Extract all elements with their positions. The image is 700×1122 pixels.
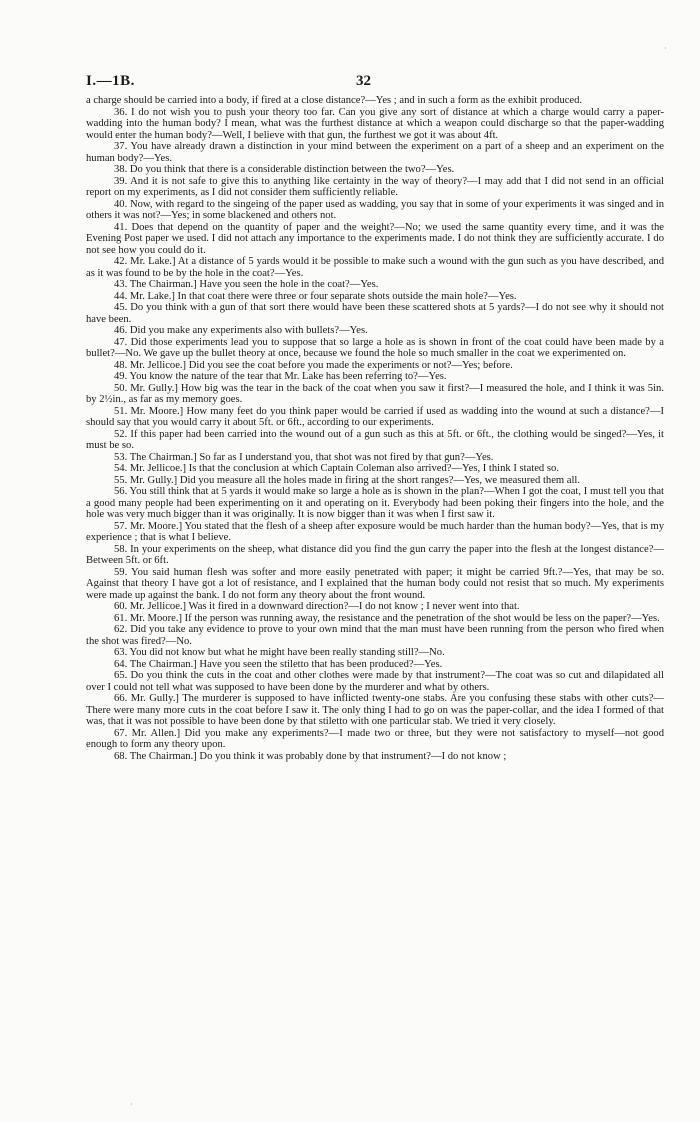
paragraph-q57: 57. Mr. Moore.] You stated that the flesh of a sheep after exposure would be much harder than the human body?—Yes, that is my experience ; that is what I believe. bbox=[86, 520, 664, 543]
bottom-speck: · bbox=[130, 1100, 133, 1109]
paragraph-q66: 66. Mr. Gully.] The murderer is supposed to have inflicted twenty-one stabs. Are you confusing these stabs with other cuts?—There were many more cuts in the coat before I saw it. The only thing I had to go on was the paper-collar, and the idea I formed of that was, that it was not possible to have been done by that stiletto with one particular stab. We tried it very closely. bbox=[86, 693, 664, 727]
paragraph-q58: 58. In your experiments on the sheep, what distance did you find the gun carry the paper into the flesh at the longest distance?—Between 5ft. or 6ft. bbox=[86, 543, 664, 566]
margin-speck: · bbox=[664, 44, 667, 53]
document-body bbox=[86, 95, 664, 762]
paragraph-q41: 41. Does that depend on the quantity of paper and the weight?—No; we used the same quantity every time, and it was the Evening Post paper we used. I did not attach any importance to the experiments made. I do not think they are sufficiently accurate. I do not see how you could do it. bbox=[86, 221, 664, 256]
paragraph-q38: 38. Do you think that there is a considerable distinction between the two?—Yes. bbox=[114, 164, 455, 175]
paragraph-q64: 64. The Chairman.] Have you seen the stiletto that has been produced?—Yes. bbox=[114, 658, 443, 670]
paragraph-q50: 50. Mr. Gully.] How big was the tear in the back of the coat when you saw it first?—I measured the hole, and I think it was 5in. by 2½in., as far as my memory goes. bbox=[86, 382, 664, 405]
paragraph-q60: 60. Mr. Jellicoe.] Was it fired in a downward direction?—I do not know ; I never went into that. bbox=[114, 601, 520, 612]
paragraph-q61: 61. Mr. Moore.] If the person was running away, the resistance and the penetration of the shot would be less on the paper?—Yes. bbox=[114, 612, 660, 624]
document-page bbox=[86, 73, 664, 762]
paragraph-q51: 51. Mr. Moore.] How many feet do you think paper would be carried if used as wadding into the wound at such a distance?—I should say that you would carry it about 5ft. or 6ft., according to our experiments. bbox=[86, 405, 664, 428]
paragraph-q52: 52. If this paper had been carried into the wound out of a gun such as this at 5ft. or 6ft., the clothing would be singed?—Yes, it must be so. bbox=[86, 428, 664, 451]
paragraph-continued: a charge should be carried into a body, if fired at a close distance?—Yes ; and in such a form as the exhibit produced. bbox=[86, 95, 583, 106]
paragraph-q40: 40. Now, with regard to the singeing of the paper used as wadding, you say that in some of your experiments it was singed and in others it was not?—Yes; in some blackened and others not. bbox=[86, 198, 664, 221]
paragraph-q49: 49. You know the nature of the tear that Mr. Lake has been referring to?—Yes. bbox=[114, 371, 447, 382]
paragraph-q63: 63. You did not know but what he might have been really standing still?—No. bbox=[114, 647, 445, 658]
paragraph-q43: 43. The Chairman.] Have you seen the hole in the coat?—Yes. bbox=[114, 279, 379, 290]
paragraph-q39: 39. And it is not safe to give this to anything like certainty in the way of theory?—I may add that I did not send in an official report on my experiments, as I did not consider them sufficiently reliable. bbox=[86, 175, 664, 198]
paragraph-q47: 47. Did those experiments lead you to suppose that so large a hole as is shown in front of the coat could have been made by a bullet?—No. We gave up the bullet theory at once, because we found the hole so much smaller in the coat we experimented on. bbox=[86, 336, 664, 359]
paragraph-q55: 55. Mr. Gully.] Did you measure all the holes made in firing at the short ranges?—Yes, we measured them all. bbox=[114, 474, 581, 486]
paragraph-q36: 36. I do not wish you to push your theory too far. Can you give any sort of distance at which a charge would carry a paper-wadding into the human body? I mean, what was the furthest distance at which a weapon could discharge so that the paper-wadding would enter the human body?—Well, I believe with that gun, the furthest we got it was about 4ft. bbox=[86, 106, 664, 141]
paragraph-q68: 68. The Chairman.] Do you think it was probably done by that instrument?—I do not know ; bbox=[114, 750, 507, 762]
paragraph-q54: 54. Mr. Jellicoe.] Is that the conclusion at which Captain Coleman also arrived?—Yes, I think I stated so. bbox=[114, 463, 559, 474]
paragraph-q46: 46. Did you make any experiments also with bullets?—Yes. bbox=[114, 325, 368, 336]
paragraph-q59: 59. You said human flesh was softer and more easily penetrated with paper; it might be carried 9ft.?—Yes, that may be so. Against that theory I have got a lot of resistance, and I explained that the human body could not resist that so much. My experiments were made up against the bank. I do not form any theory about the front wound. bbox=[86, 566, 664, 601]
paragraph-q65: 65. Do you think the cuts in the coat and other clothes were made by that instrument?—The coat was so cut and dilapidated all over I could not tell what was supposed to have been done by the murderer and what by others. bbox=[86, 670, 664, 693]
page-number: 32 bbox=[356, 73, 371, 89]
paragraph-q56: 56. You still think that at 5 yards it would make so large a hole as is shown in the plan?—When I got the coat, I must tell you that a good many people had been experimenting on it and operating on it. Everybody had been poking their fingers into the hole, and the hole was very much bigger than it was originally. It is now bigger than it was when I first saw it. bbox=[86, 486, 664, 520]
paragraph-q48: 48. Mr. Jellicoe.] Did you see the coat before you made the experiments or not?—Yes; before. bbox=[114, 359, 513, 371]
paragraph-q45: 45. Do you think with a gun of that sort there would have been these scattered shots at 5 yards?—I do not see why it should not have been. bbox=[86, 302, 664, 325]
paragraph-q62: 62. Did you take any evidence to prove to your own mind that the man must have been running from the person who fired when the shot was fired?—No. bbox=[86, 624, 664, 647]
paragraph-q42: 42. Mr. Lake.] At a distance of 5 yards would it be possible to make such a wound with the gun such as you have described, and as it was found to be by the hole in the coat?—Yes. bbox=[86, 256, 664, 279]
paragraph-q67: 67. Mr. Allen.] Did you make any experiments?—I made two or three, but they were not satisfactory to myself—not good enough to form any theory upon. bbox=[86, 727, 664, 750]
document-reference: I.—1B. bbox=[86, 73, 135, 89]
paragraph-q37: 37. You have already drawn a distinction in your mind between the experiment on a part of a sheep and an experiment on the human body?—Yes. bbox=[86, 141, 664, 164]
page-header bbox=[86, 73, 664, 95]
paragraph-q53: 53. The Chairman.] So far as I understand you, that shot was not fired by that gun?—Yes. bbox=[114, 451, 494, 463]
paragraph-q44: 44. Mr. Lake.] In that coat there were three or four separate shots outside the main hole?—Yes. bbox=[114, 290, 517, 302]
